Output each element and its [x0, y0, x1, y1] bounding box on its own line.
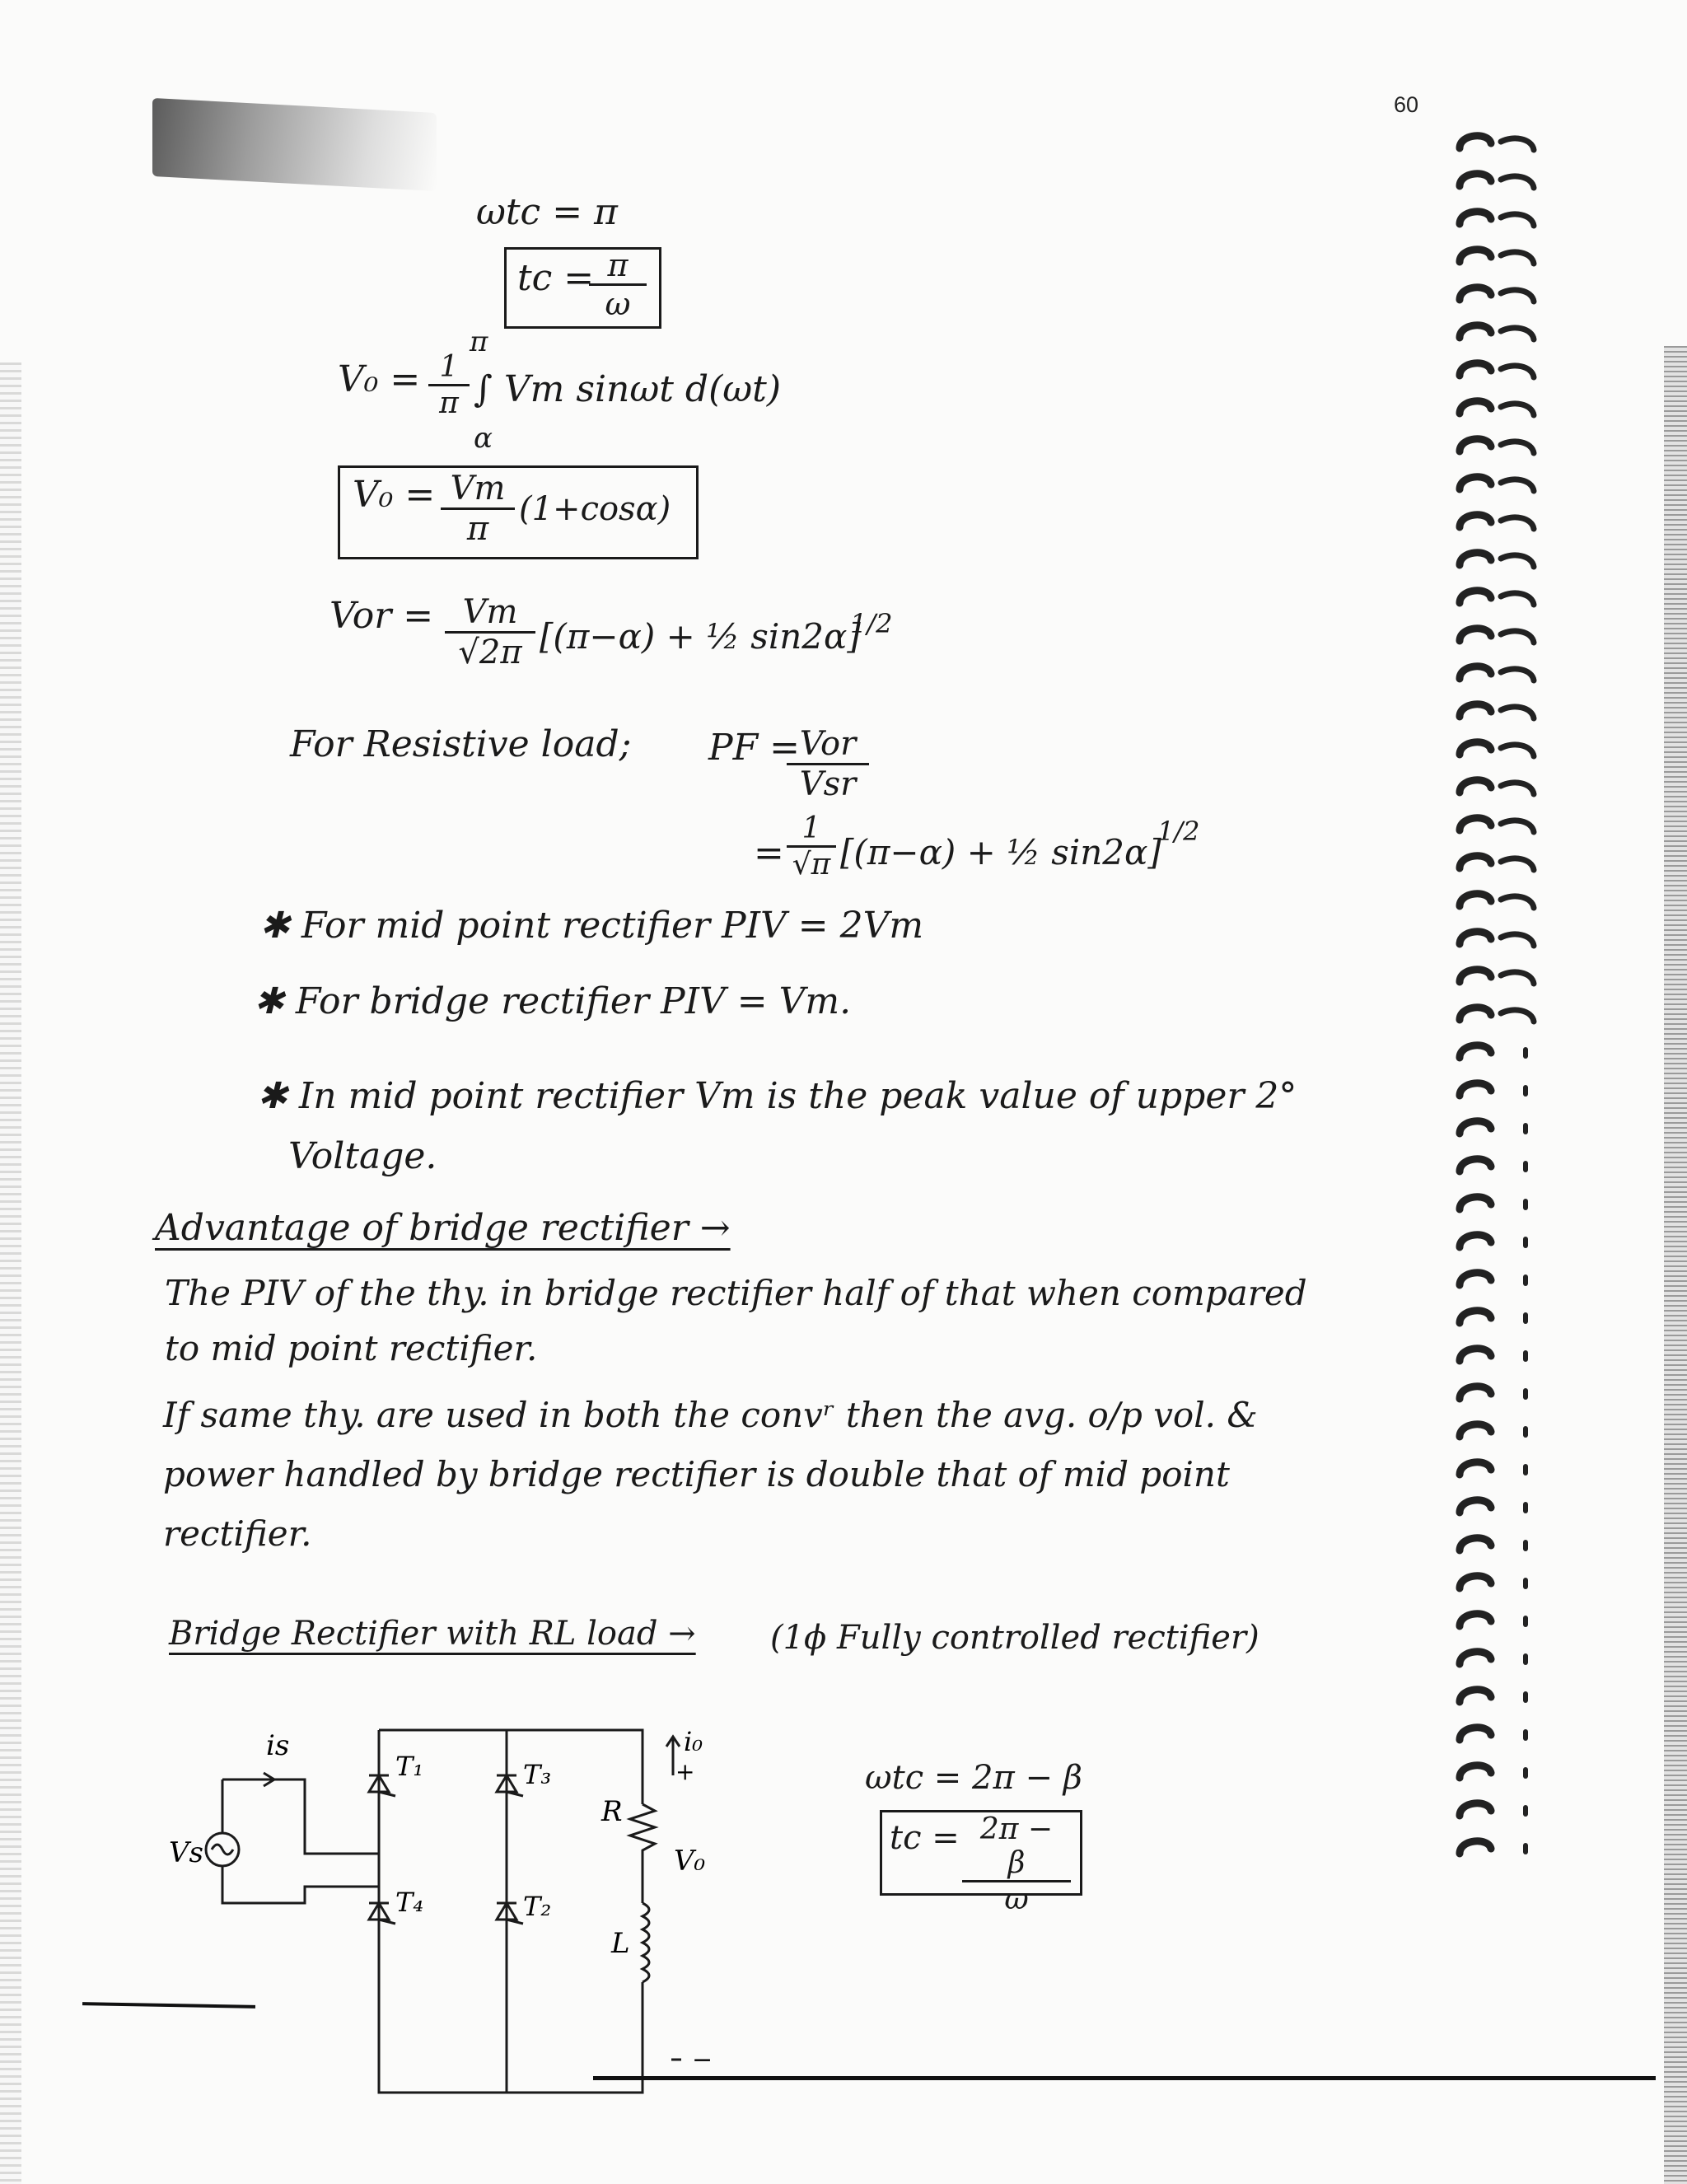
spiral-ring: [1460, 1387, 1491, 1399]
vo-integral-upper-limit: π: [470, 325, 488, 358]
spiral-ring: [1460, 932, 1491, 944]
tc-fraction: [589, 247, 647, 322]
tc-numerator: π: [589, 247, 647, 286]
vo-fraction: [441, 470, 515, 548]
spiral-ring: [1460, 780, 1491, 793]
tc-denominator: ω: [605, 286, 631, 322]
spiral-ring: [1460, 1424, 1491, 1437]
spiral-ring: [1460, 1841, 1491, 1854]
pf-condition: For Resistive load;: [290, 723, 632, 765]
spiral-ring-back: [1501, 707, 1534, 718]
spiral-ring-back: [1501, 328, 1534, 339]
advantage-heading: Advantage of bridge rectifier →: [155, 1207, 731, 1249]
bridge-circuit-diagram: [169, 1714, 729, 2109]
spiral-ring: [1460, 1765, 1491, 1778]
spiral-ring: [1460, 515, 1491, 527]
note-mid-point-vm-line1: ✱ In mid point rectifier Vm is the peak value of upper 2°: [257, 1075, 1297, 1117]
spiral-ring-back: [1501, 745, 1534, 756]
pf-fraction: [787, 725, 869, 803]
spiral-ring-back: [1501, 404, 1534, 415]
spiral-ring-back: [1501, 669, 1534, 680]
note-mid-point-piv: ✱ For mid point rectifier PIV = 2Vm: [259, 905, 924, 947]
spiral-ring: [1460, 288, 1491, 300]
spiral-ring: [1460, 325, 1491, 338]
vo-denominator: π: [466, 510, 489, 548]
spiral-ring: [1460, 1045, 1491, 1058]
bridge-rl-subheading: (1ϕ Fully controlled rectifier): [770, 1619, 1259, 1657]
circuit-label-t4: T₄: [395, 1887, 424, 1918]
pf-numerator: Vor: [787, 725, 869, 765]
circuit-label-io: i₀: [684, 1726, 703, 1757]
spiral-ring: [1460, 1349, 1491, 1361]
vo-cos-term: (1+cosα): [519, 490, 671, 528]
spiral-ring: [1460, 477, 1491, 489]
spiral-ring: [1460, 1576, 1491, 1588]
tc-label: tc =: [517, 257, 595, 299]
pf2-numerator: 1: [787, 811, 836, 848]
vo-numerator: Vm: [441, 470, 515, 510]
eq-wtc-pi: ωtc = π: [476, 191, 618, 233]
spiral-ring-back: [1501, 934, 1534, 946]
vo-integral-num: 1: [428, 350, 470, 386]
circuit-label-vo: V₀: [674, 1845, 706, 1878]
spiral-ring-back: [1501, 896, 1534, 908]
bridge-rl-tc-fraction: [962, 1812, 1071, 1916]
spiral-ring: [1460, 1614, 1491, 1626]
spiral-ring-back: [1501, 176, 1534, 188]
spiral-ring: [1460, 704, 1491, 717]
vo-integral-lower-limit: α: [474, 422, 493, 455]
note-mid-point-vm-line2: Voltage.: [288, 1135, 437, 1177]
pf2-bracket: [(π−α) + ½ sin2α]: [840, 832, 1161, 872]
page-number: 60: [1394, 92, 1419, 117]
spiral-ring: [1460, 1652, 1491, 1664]
spiral-ring: [1460, 1273, 1491, 1285]
advantage-line-3: If same thy. are used in both the convʳ then the avg. o/p vol. &: [163, 1395, 1258, 1435]
vor-exponent: 1/2: [850, 608, 893, 639]
bridge-rl-tc-denominator: ω: [1004, 1882, 1029, 1916]
advantage-line-2: to mid point rectifier.: [165, 1328, 538, 1368]
spiral-ring: [1460, 742, 1491, 755]
pf2-equals: =: [754, 832, 784, 874]
spiral-ring-back: [1501, 972, 1534, 984]
spiral-ring: [1460, 666, 1491, 679]
spiral-ring: [1460, 401, 1491, 414]
bridge-rl-tc-numerator: 2π − β: [962, 1812, 1071, 1882]
vor-denominator: √2π: [458, 634, 522, 671]
spiral-ring-back: [1501, 479, 1534, 491]
circuit-label-t1: T₁: [395, 1751, 424, 1782]
circuit-label-minus: −: [692, 2046, 713, 2074]
pf-label: PF =: [708, 727, 800, 769]
spiral-ring: [1460, 1462, 1491, 1475]
spiral-ring-back: [1501, 593, 1534, 605]
spiral-ring-back: [1501, 138, 1534, 150]
spiral-ring: [1460, 894, 1491, 906]
pf2-exponent: 1/2: [1157, 816, 1200, 847]
advantage-line-5: rectifier.: [163, 1513, 312, 1554]
pf-denominator: Vsr: [799, 765, 857, 803]
spiral-ring: [1460, 1159, 1491, 1172]
vo-label: V₀ =: [353, 474, 436, 516]
spiral-ring: [1460, 629, 1491, 641]
circuit-label-t2: T₂: [523, 1891, 552, 1922]
spiral-ring-back: [1501, 631, 1534, 643]
scan-right-edge: [1664, 346, 1687, 2184]
spiral-ring: [1460, 1235, 1491, 1247]
bridge-rl-wtc: ωtc = 2π − β: [865, 1759, 1082, 1797]
circuit-label-is: is: [266, 1729, 290, 1762]
bridge-rl-heading: Bridge Rectifier with RL load →: [169, 1615, 696, 1653]
spiral-ring: [1460, 818, 1491, 830]
spiral-ring: [1460, 174, 1491, 186]
spiral-ring-back: [1501, 366, 1534, 377]
spiral-ring-back: [1501, 290, 1534, 302]
spiral-ring: [1460, 970, 1491, 982]
note-bridge-piv: ✱ For bridge rectifier PIV = Vm.: [254, 980, 852, 1022]
scan-smudge: [152, 98, 437, 191]
circuit-label-t3: T₃: [523, 1759, 552, 1790]
vor-label: Vor =: [329, 595, 434, 637]
vor-fraction: [445, 593, 535, 671]
spiral-ring: [1460, 1197, 1491, 1209]
vo-integral-den: π: [439, 386, 459, 420]
spiral-ring-back: [1501, 214, 1534, 226]
spiral-ring: [1460, 1500, 1491, 1513]
spiral-ring: [1460, 856, 1491, 868]
spiral-ring: [1460, 250, 1491, 262]
vo-integral-fraction: [428, 350, 470, 420]
advantage-line-4: power handled by bridge rectifier is double that of mid point: [163, 1454, 1230, 1494]
spiral-ring-back: [1501, 821, 1534, 832]
scan-bottom-line-right: [593, 2076, 1656, 2080]
vor-numerator: Vm: [445, 593, 535, 634]
vo-integral-label: V₀ =: [338, 358, 421, 400]
spiral-ring: [1460, 1728, 1491, 1740]
spiral-ring-back: [1501, 252, 1534, 264]
circuit-label-plus: +: [675, 1758, 695, 1785]
spiral-ring: [1460, 439, 1491, 451]
spiral-ring: [1460, 1083, 1491, 1096]
spiral-ring: [1460, 363, 1491, 376]
spiral-ring-back: [1501, 555, 1534, 567]
spiral-ring-back: [1501, 783, 1534, 794]
bridge-rl-tc-label: tc =: [890, 1819, 960, 1857]
advantage-line-1: The PIV of the thy. in bridge rectifier half of that when compared: [165, 1273, 1307, 1313]
spiral-ring-back: [1501, 1010, 1534, 1022]
spiral-ring: [1460, 553, 1491, 565]
spiral-ring: [1460, 1008, 1491, 1020]
spiral-ring-back: [1501, 442, 1534, 453]
spiral-ring: [1460, 591, 1491, 603]
spiral-ring-back: [1501, 517, 1534, 529]
spiral-ring-back: [1501, 858, 1534, 870]
spiral-ring: [1460, 212, 1491, 224]
spiral-ring: [1460, 1538, 1491, 1550]
circuit-label-r: R: [601, 1795, 623, 1828]
circuit-label-vs: Vs: [169, 1836, 204, 1869]
scan-left-edge: [0, 362, 21, 2184]
circuit-label-l: L: [611, 1927, 630, 1960]
spiral-ring: [1460, 1121, 1491, 1134]
spiral-binding: [1451, 124, 1550, 1895]
vo-integral-body: ∫ Vm sinωt d(ωt): [474, 368, 781, 410]
pf2-denominator: √π: [792, 848, 831, 882]
vor-bracket: [(π−α) + ½ sin2α]: [540, 616, 861, 657]
spiral-ring: [1460, 1803, 1491, 1816]
spiral-ring: [1460, 136, 1491, 148]
pf2-fraction: [787, 811, 836, 882]
spiral-ring: [1460, 1311, 1491, 1323]
spiral-ring: [1460, 1690, 1491, 1702]
